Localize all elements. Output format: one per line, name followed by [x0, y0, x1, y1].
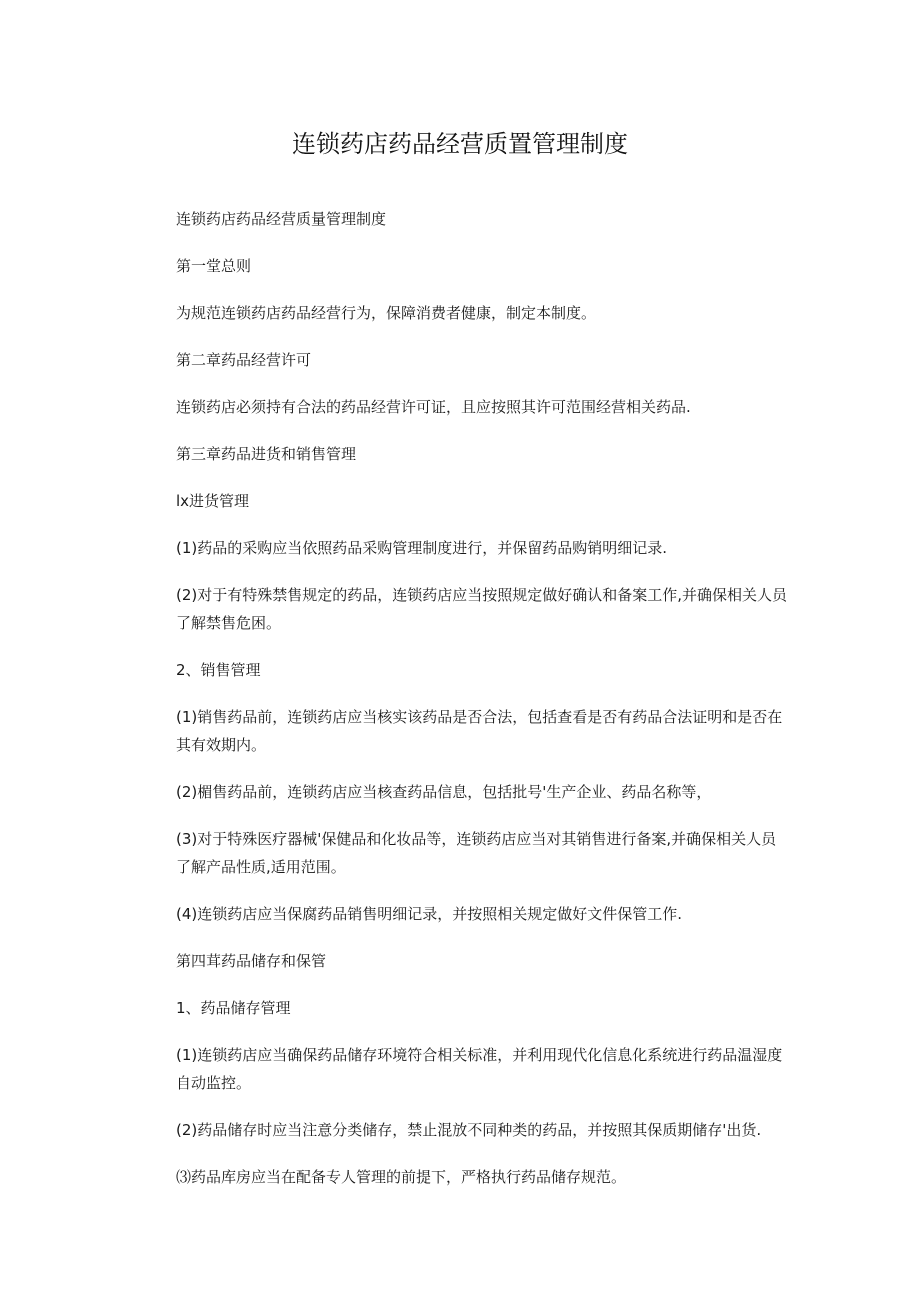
- paragraph-chapter-2: 第二章药品经营许可: [176, 351, 312, 369]
- paragraph-storage-1: (1)连锁药店应当确保药品储存环境符合相关标准，并利用现代化信息化系统进行药品温湿度自动监控。: [176, 1046, 783, 1092]
- document-body: [176, 205, 788, 1210]
- paragraph-sales-heading: 2、销售管理: [176, 661, 261, 679]
- paragraph-purchase-1: (1)药品的采购应当依照药品采购管理制度进行，并保留药品购销明细记录.: [176, 539, 668, 557]
- paragraph-chapter-1: 第一堂总则: [176, 257, 252, 275]
- paragraph-storage-3: ⑶药品库房应当在配备专人管理的前提下，严格执行药品储存规范。: [176, 1168, 627, 1186]
- paragraph-storage-heading: 1、药品储存管理: [176, 999, 291, 1017]
- paragraph-sales-4: (4)连锁药店应当保腐药品销售明细记录，并按照相关规定做好文件保管工作.: [176, 905, 683, 923]
- paragraph-license-rule: 连锁药店必须持有合法的药品经营许可证，且应按照其许可范围经营相关药品.: [176, 398, 691, 416]
- document-title: 连锁药店药品经营质置管理制度: [292, 130, 628, 158]
- paragraph-subtitle: 连锁药店药品经营质量管理制度: [176, 210, 387, 228]
- paragraph-general-rule: 为规范连锁药店药品经营行为，保障消费者健康，制定本制度。: [176, 304, 597, 322]
- paragraph-chapter-3: 第三章药品进货和销售管理: [176, 445, 357, 463]
- paragraph-storage-2: (2)药品储存时应当注意分类储存，禁止混放不同种类的药品，并按照其保质期储存'出货.: [176, 1121, 762, 1139]
- paragraph-chapter-4: 第四茸药品储存和保管: [176, 952, 327, 970]
- paragraph-purchase-2: (2)对于有特殊禁售规定的药品，连锁药店应当按照规定做好确认和备案工作,并确保相关人员了解禁售危困。: [176, 586, 788, 632]
- paragraph-sales-1: (1)销售药品前，连锁药店应当核实该药品是否合法，包括查看是否有药品合法证明和是否在其有效期内。: [176, 708, 783, 754]
- paragraph-purchase-heading: lx进货管理: [176, 492, 250, 510]
- paragraph-sales-3: (3)对于特殊医疗器械'保健品和化妆品等，连锁药店应当对其销售进行备案,并确保相关人员了解产品性质,适用范围。: [176, 830, 777, 876]
- paragraph-sales-2: (2)楣售药品前，连锁药店应当核查药品信息，包括批号'生产企业、药品名称等，: [176, 783, 712, 801]
